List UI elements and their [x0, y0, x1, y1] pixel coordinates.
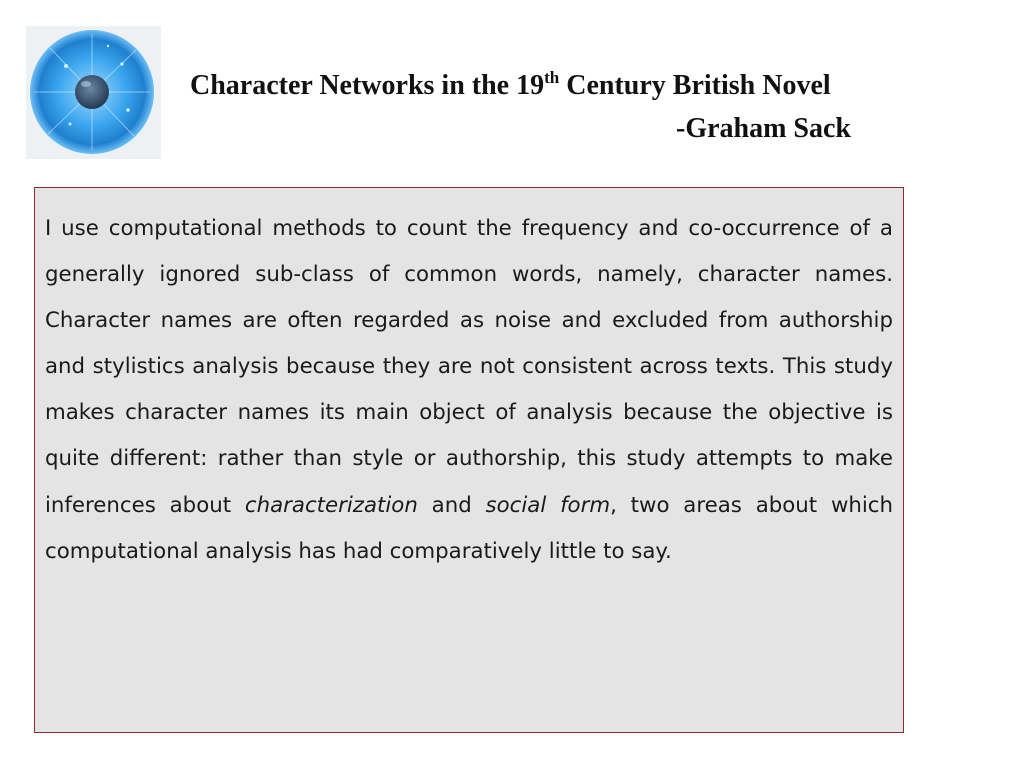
abstract-emphasis-social-form: social form: [485, 492, 611, 518]
abstract-text-part-3: , two areas about which computational analysis has had comparatively little to say.: [45, 492, 893, 564]
abstract-text-part-1: I use computational methods to count the frequency and co-occurrence of a generally ignored sub-class of common words, namely, character names. Character names are often regarded as noise and excluded from authorship and stylistics analysis because they are not consistent across texts. This study makes character names its main object of analysis because the objective is quite different: rather than style or authorship, this study attempts to make inferences about: [45, 216, 893, 518]
author-name: -Graham Sack: [676, 113, 851, 144]
page-title: [190, 70, 831, 102]
title-main: Character Networks in the 19: [190, 70, 545, 101]
logo: [26, 26, 161, 159]
abstract-text-part-2: and: [417, 492, 486, 518]
title-superscript: th: [544, 68, 560, 87]
title-rest: Century British Novel: [559, 70, 831, 101]
abstract-text: [45, 206, 893, 575]
abstract-emphasis-characterization: characterization: [244, 492, 418, 518]
eye-iris-icon: [26, 26, 161, 159]
abstract-box: [34, 187, 904, 733]
